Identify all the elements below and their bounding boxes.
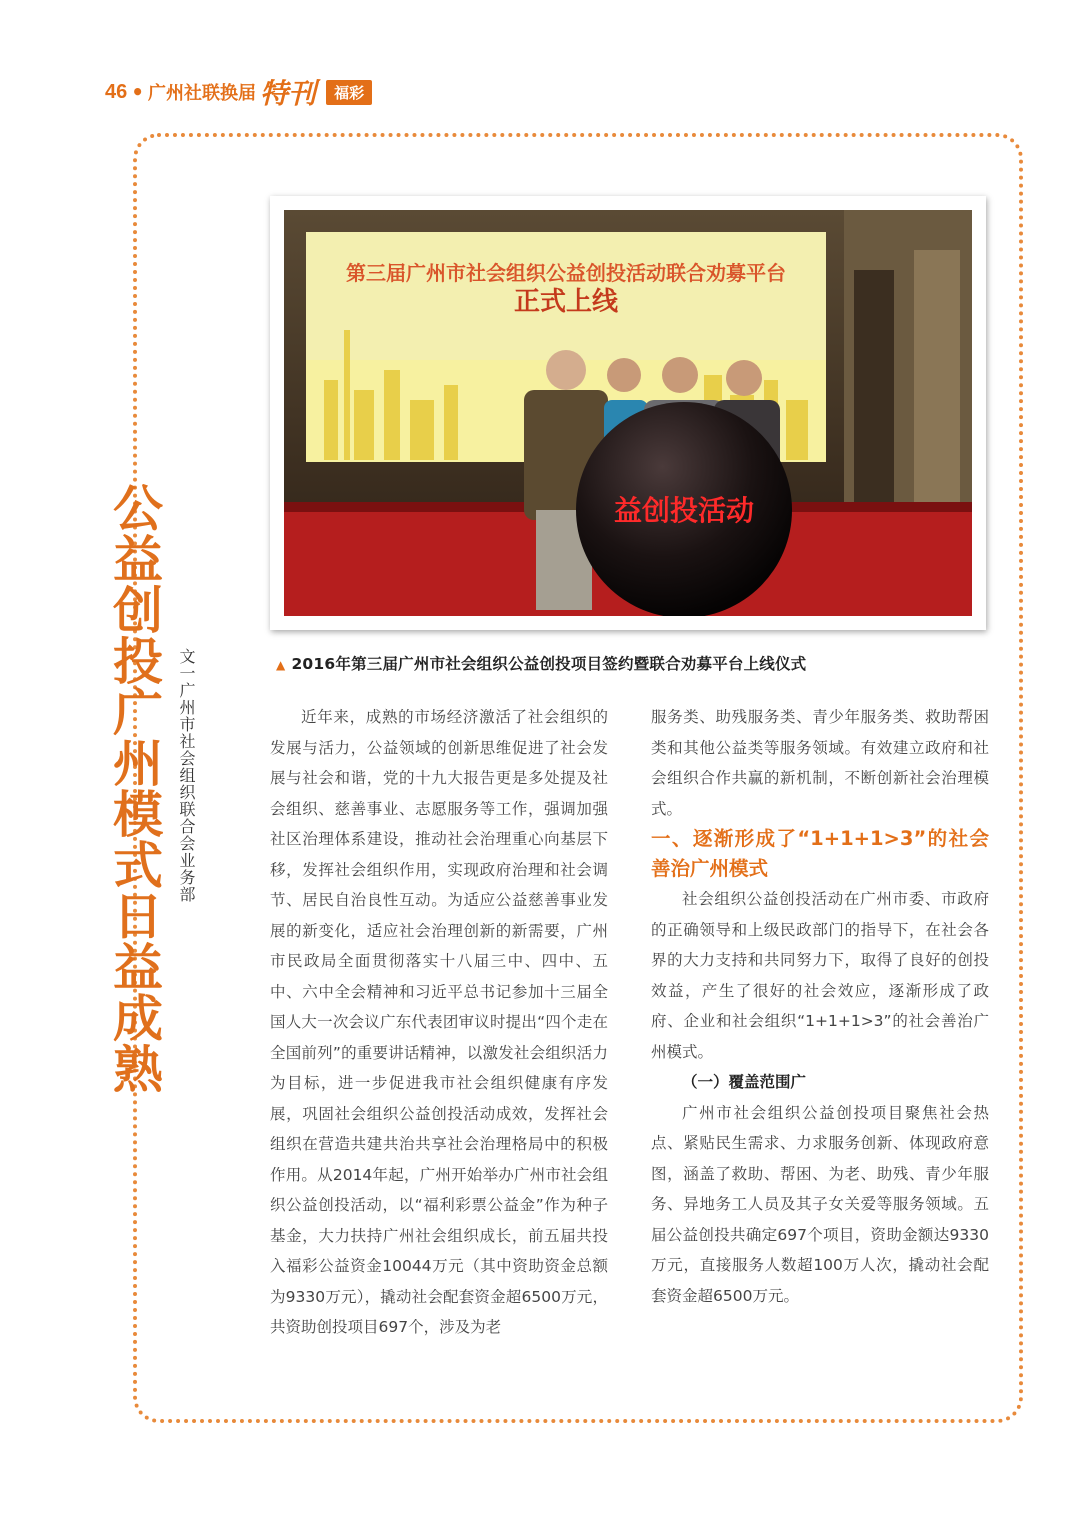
screen-title-line2: 正式上线: [513, 287, 619, 317]
right-continuation: 服务类、助残服务类、青少年服务类、救助帮困类和其他公益类等服务领域。有效建立政府和社会组织合作共赢的新机制，不断创新社会治理模式。: [651, 708, 989, 818]
led-text: 益创投活动: [613, 494, 755, 527]
running-header: [105, 74, 372, 110]
page-number: 46: [105, 80, 128, 103]
section-tag: 福彩: [326, 80, 372, 105]
photo-illustration: [284, 210, 972, 616]
sub-paragraph: 广州市社会组织公益创投项目聚焦社会热点、紧贴民生需求、力求服务创新、体现政府意图，涵盖了救助、帮困、为老、助残、青少年服务、异地务工人员及其子女关爱等服务领域。五届公益创投共确定697个项目，资助金额达9330万元，直接服务人数超100万人次，撬动社会配套资金超6500万元。: [651, 1103, 989, 1305]
triangle-icon: ▲: [276, 658, 286, 672]
series-title: 广州社联换届: [148, 83, 257, 104]
photo-caption: [276, 652, 806, 674]
section-heading: 一、逐渐形成了“1+1+1>3”的社会善治广州模式: [651, 827, 989, 880]
left-column: [270, 702, 608, 1343]
right-column: [651, 702, 989, 1311]
article-title: 公益创投广州模式日益成熟: [105, 482, 164, 1094]
subheading: （一）覆盖范围广: [682, 1073, 807, 1091]
special-issue-label: 特刊: [260, 77, 317, 110]
header-separator: •: [131, 80, 145, 104]
event-photo: [270, 196, 986, 630]
article-byline: 文一广州市社会组织联合会业务部: [177, 648, 196, 903]
section-paragraph: 社会组织公益创投活动在广州市委、市政府的正确领导和上级民政部门的指导下，在社会各界的大力支持和共同努力下，取得了良好的创投效益，产生了很好的社会效应，逐渐形成了政府、企业和社会组织“1+1+1>3”的社会善治广州模式。: [651, 890, 989, 1061]
screen-title-line1: 第三届广州市社会组织公益创投活动联合劝募平台: [346, 261, 786, 285]
caption-text: 2016年第三届广州市社会组织公益创投项目签约暨联合劝募平台上线仪式: [291, 655, 807, 673]
left-paragraph: 近年来，成熟的市场经济激活了社会组织的发展与活力，公益领域的创新思维促进了社会发展与社会和谐，党的十九大报告更是多处提及社会组织、慈善事业、志愿服务等工作，强调加强社区治理体系建设，推动社会治理重心向基层下移，发挥社会组织作用，实现政府治理和社会调节、居民自治良性互动。为适应公益慈善事业发展的新变化，适应社会治理创新的新需要，广州市民政局全面贯彻落实十八届三中、四中、五中、六中全会精神和习近平总书记参加十三届全国人大一次会议广东代表团审议时提出“四个走在全国前列”的重要讲话精神，以激发社会组织活力为目标，进一步促进我市社会组织健康有序发展，巩固社会组织公益创投活动成效，发挥社会组织在营造共建共治共享社会治理格局中的积极作用。从2014年起，广州开始举办广州市社会组织公益创投活动，以“福利彩票公益金”作为种子基金，大力扶持广州社会组织成长，前五届共投入福彩公益资金10044万元（其中资助资金总额为9330万元），撬动社会配套资金超6500万元，共资助创投项目697个，涉及为老: [270, 708, 608, 1336]
